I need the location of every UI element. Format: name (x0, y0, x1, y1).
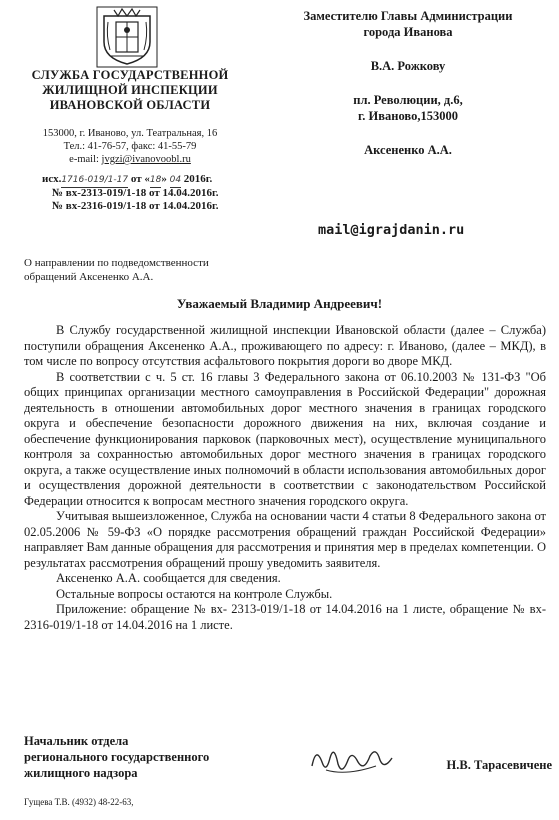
subject-line-1: О направлении по подведомственности (24, 257, 209, 269)
addressee-name: В.А. Рожкову (370, 59, 446, 73)
letter-subject (24, 256, 274, 284)
sender-phone-fax: Тел.: 41-76-57, факс: 41-55-79 (63, 141, 197, 152)
incoming-ref-1: № вх-2313-019/1-18 от 14.04.2016г. (52, 187, 219, 199)
body-paragraph-5: Остальные вопросы остаются на контроле Службы. (56, 586, 333, 601)
handwritten-signature-icon (306, 736, 402, 780)
sender-contacts (8, 127, 252, 166)
reg-prefix: исх. (42, 173, 62, 185)
sender-email-link[interactable]: jvgzi@ivanovoobl.ru (101, 154, 191, 165)
addressee-address-1: пл. Революции, д.6, (353, 93, 463, 107)
reg-mid: » (161, 173, 167, 185)
sender-org-name: СЛУЖБА ГОСУДАРСТВЕННОЙ ЖИЛИЩНОЙ ИНСПЕКЦИИ ИВАНОВСКОЙ ОБЛАСТИ (31, 68, 229, 112)
body-paragraph-2: В соответствии с ч. 5 ст. 16 главы 3 Федерального закона от 06.10.2003 № 131-ФЗ "Об общих принципах организации местного самоуправления в Российской Федерации" дорожная деятельность в отношении автомобильных дорог местного значения в границах городского округа и обеспечение безопасности дорожного движения на них, включая создание и обеспечение функционирования парковок (парковочных мест), осуществление муниципального контроля за сохранностью автомобильных дорог местного значения в границах городского округа, а также осуществление иных полномочий в области использования автомобильных дорог и осуществления дорожной деятельности в соответствии с законодательством Российской Федерации относится к вопросам местного значения городского округа. (24, 369, 546, 508)
reg-year: 2016г. (183, 173, 213, 185)
reg-month: 04 (170, 174, 181, 188)
letter-greeting: Уважаемый Владимир Андреевич! (176, 296, 383, 311)
letter-body (24, 323, 546, 633)
signatory-title (24, 733, 264, 781)
outgoing-registration (42, 173, 272, 188)
body-paragraph-1: В Службу государственной жилищной инспекции Ивановской области (далее – Служба) поступили обращения Аксененко А.А., проживающего по адресу: г. Иваново, (далее – МКД), в том числе по вопросу отсутствия асфальтового покрытия дороги во дворе МКД. (24, 323, 546, 368)
sender-email-label: e-mail: (69, 154, 102, 165)
addressee-position-2: города Иванова (363, 25, 453, 39)
body-paragraph-6: Приложение: обращение № вх- 2313-019/1-18 от 14.04.2016 на 1 листе, обращение № вх- 2316-019/1-18 от 14.04.2016 на 1 листе. (24, 602, 546, 632)
reg-number: 1716-019/1-17 (61, 174, 128, 188)
signatory-title-1: Начальник отдела (24, 734, 129, 748)
sender-email-line (8, 153, 252, 166)
body-paragraph-3: Учитывая вышеизложенное, Служба на основании части 4 статьи 8 Федерального закона от 02.05.2006 № 59-ФЗ «О порядке рассмотрения обращений граждан Российской Федерации» направляет Вам данные обращения для рассмотрения и принятия мер в пределах компетенции. О результатах рассмотрения обращений прошу уведомить заявителя. (24, 509, 546, 570)
signatory-name: Н.В. Тарасевичене (446, 758, 552, 772)
incoming-references (52, 187, 272, 212)
executor-contact: Гущева Т.В. (4932) 48-22-63, (24, 797, 134, 807)
signatory-title-3: жилищного надзора (24, 766, 138, 780)
recipient-2-email[interactable]: mail@igrajdanin.ru (318, 222, 465, 238)
coat-of-arms-icon (96, 6, 158, 68)
body-paragraph-4: Аксененко А.А. сообщается для сведения. (56, 571, 281, 585)
recipient-2-name: Аксененко А.А. (364, 143, 452, 157)
subject-line-2: обращений Аксененко А.А. (24, 271, 154, 283)
sender-address: 153000, г. Иваново, ул. Театральная, 16 (42, 128, 218, 139)
signatory-title-2: регионального государственного (24, 750, 210, 764)
reg-from: от « (130, 173, 150, 185)
addressee-address-2: г. Иваново,153000 (358, 109, 458, 123)
addressee-position-1: Заместителю Главы Администрации (303, 9, 513, 23)
incoming-ref-2: № вх-2316-019/1-18 от 14.04.2016г. (52, 199, 219, 212)
reg-day: 18 (150, 174, 161, 188)
addressee-block (268, 8, 548, 158)
